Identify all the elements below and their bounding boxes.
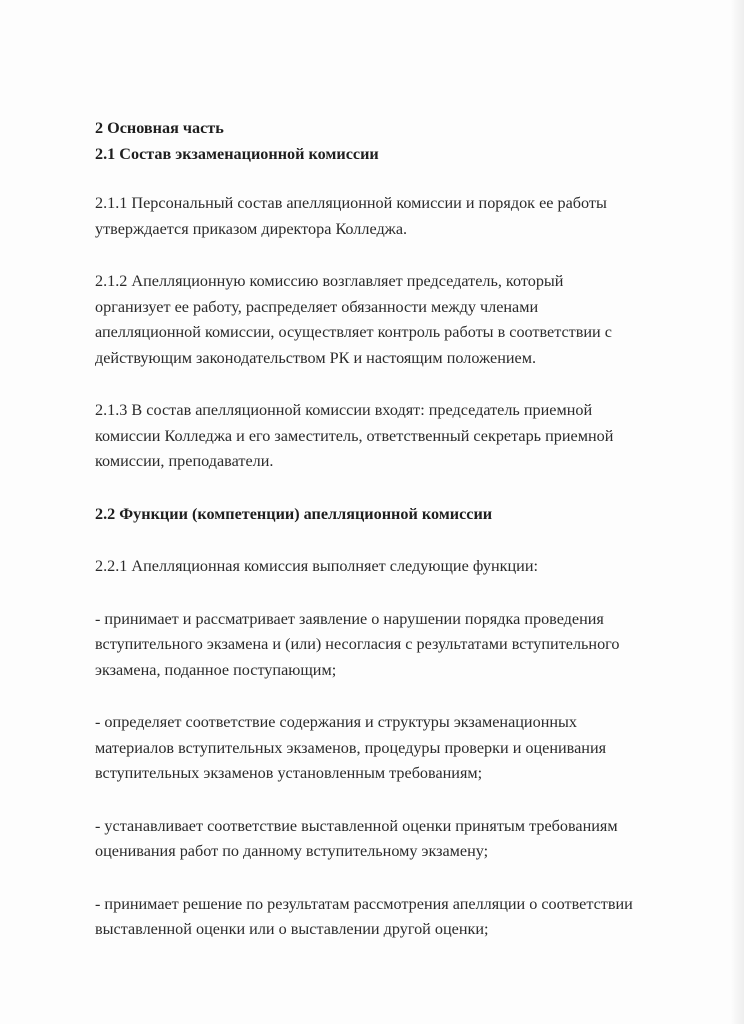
text-line: комиссии Колледжа и его заместитель, ответственный секретарь приемной (95, 426, 614, 445)
text-line: комиссии, преподаватели. (95, 452, 274, 470)
subsection-heading: 2.2 Функции (компетенции) апелляционной комиссии (95, 504, 493, 523)
text-line: вступительного экзамена и (или) несогласия с результатами вступительного (95, 635, 620, 653)
text-line: апелляционной комиссии, осуществляет контроль работы в соответствии с (95, 323, 612, 341)
paragraph-2-1-3 (95, 398, 695, 475)
text-line: 2.1.1 Персональный состав апелляционной комиссии и порядок ее работы (95, 194, 607, 212)
paragraph-2-1-1 (95, 191, 695, 242)
section-heading: 2 Основная часть (95, 119, 224, 137)
text-line: 2.2.1 Апелляционная комиссия выполняет следующие функции: (95, 557, 539, 575)
paragraph-2-2-1 (95, 554, 695, 580)
text-line: выставленной оценки или о выставлении другой оценки; (95, 920, 489, 938)
subsection-heading: 2.1 Состав экзаменационной комиссии (95, 144, 379, 163)
section-2-2 (95, 502, 695, 528)
list-item (95, 892, 695, 943)
paragraph-2-1-2 (95, 269, 695, 371)
text-line: 2.1.2 Апелляционную комиссию возглавляет председатель, который (95, 272, 564, 290)
text-line: организует ее работу, распределяет обязанности между членами (95, 297, 539, 316)
page-edge-shadow (730, 0, 744, 1024)
text-line: - принимает и рассматривает заявление о нарушении порядка проведения (95, 609, 604, 628)
text-line: вступительных экзаменов установленным требованиям; (95, 764, 483, 782)
text-line: экзамена, поданное поступающим; (95, 660, 337, 679)
text-line: - определяет соответствие содержания и структуры экзаменационных (95, 713, 577, 731)
list-item (95, 814, 695, 865)
list-item (95, 710, 695, 787)
text-line: действующим законодательством РК и настоящим положением. (95, 348, 536, 367)
text-line: утверждается приказом директора Колледжа. (95, 219, 408, 238)
text-line: - устанавливает соответствие выставленной оценки принятым требованиям (95, 816, 618, 835)
document-body (95, 116, 695, 943)
list-item (95, 607, 695, 684)
text-line: - принимает решение по результатам рассмотрения апелляции о соответствии (95, 894, 633, 913)
text-line: материалов вступительных экзаменов, процедуры проверки и оценивания (95, 738, 607, 757)
text-line: 2.1.3 В состав апелляционной комиссии входят: председатель приемной (95, 401, 593, 419)
text-line: оценивания работ по данному вступительному экзамену; (95, 842, 489, 860)
